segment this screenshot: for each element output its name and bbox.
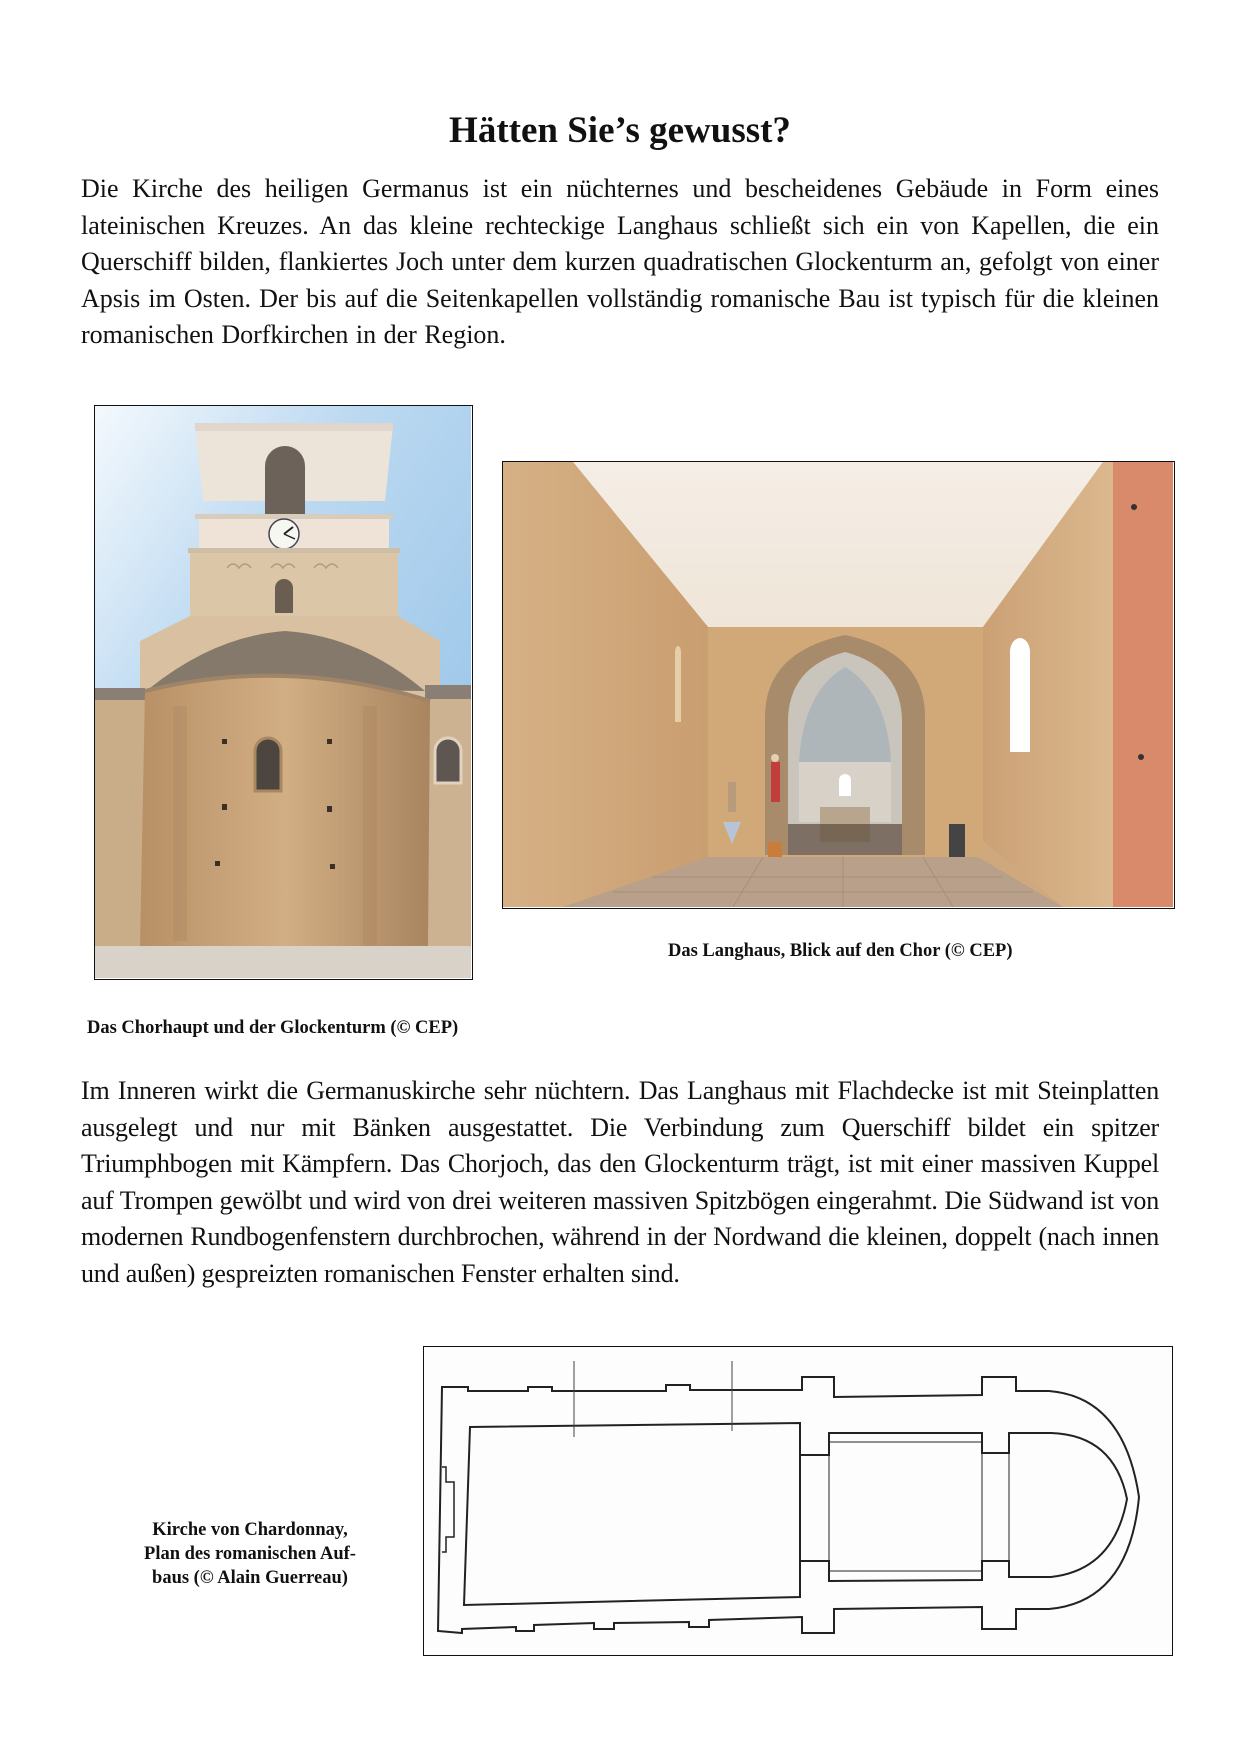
floor-plan (423, 1346, 1173, 1656)
choir-window (839, 774, 851, 796)
nave-window-south (1010, 638, 1030, 752)
interior-photo-illustration (503, 462, 1173, 907)
nave-wall-left (95, 700, 145, 960)
nave-window-north (675, 646, 681, 722)
plan-caption-line: baus (© Alain Guerreau) (152, 1568, 348, 1588)
plan-nave (464, 1423, 800, 1605)
intro-paragraph: Die Kirche des heiligen Germanus ist ein nüchternes und bescheidenes Gebäude in Form eines lateinischen Kreuzes. An das kleine rechteckige Langhaus schließt sich ein von Kapellen, die ein Querschiff bilden, flankiertes Joch unter dem kurzen quadratischen Glockenturm an, gefolgt von einer Apsis im Osten. Der bis auf die Seitenkapellen vollständig romanische Bau ist typisch für die kleinen romanischen Dorfkirchen in der Region. (81, 174, 1159, 349)
plan-caption (100, 1518, 400, 1590)
open-door (1113, 462, 1173, 907)
plan-caption-line: Kirche von Chardonnay, (152, 1520, 348, 1540)
tower-middle (190, 550, 398, 620)
interior-paragraph: Im Inneren wirkt die Germanuskirche sehr nüchtern. Das Langhaus mit Flachdecke ist mit Steinplatten ausgelegt und nur mit Bänken ausgestattet. Die Verbindung zum Querschiff bildet ein spitzer Triumphbogen mit Kämpfern. Das Chorjoch, das den Glockenturm trägt, ist mit einer massiven Kuppel auf Trompen gewölbt und wird von drei weiteren massiven Spitzbögen eingerahmt. Die Südwand ist von modernen Rundbogenfenstern durchbrochen, während in der Nordwand die kleinen, doppelt (nach innen und außen) gespreizten romanischen Fenster erhalten sind. (81, 1076, 1159, 1288)
interior-photo (502, 461, 1175, 909)
floor-plan-drawing (424, 1347, 1171, 1654)
statue (728, 782, 736, 812)
plan-caption-line: Plan des romanischen Auf- (144, 1544, 356, 1564)
tower-window (275, 579, 293, 613)
belfry-window (265, 446, 305, 516)
plan-outer-wall (438, 1377, 1139, 1633)
exterior-caption: Das Chorhaupt und der Glockenturm (© CEP) (87, 1018, 459, 1038)
plan-choir-bay (800, 1433, 1127, 1581)
page-title: Hätten Sie’s gewusst? (449, 109, 791, 151)
apse-window (255, 738, 281, 791)
statue (771, 762, 780, 802)
exterior-photo (94, 405, 473, 980)
exterior-photo-illustration (95, 406, 471, 978)
ground (95, 946, 471, 978)
interior-caption: Das Langhaus, Blick auf den Chor (© CEP) (668, 941, 1013, 961)
